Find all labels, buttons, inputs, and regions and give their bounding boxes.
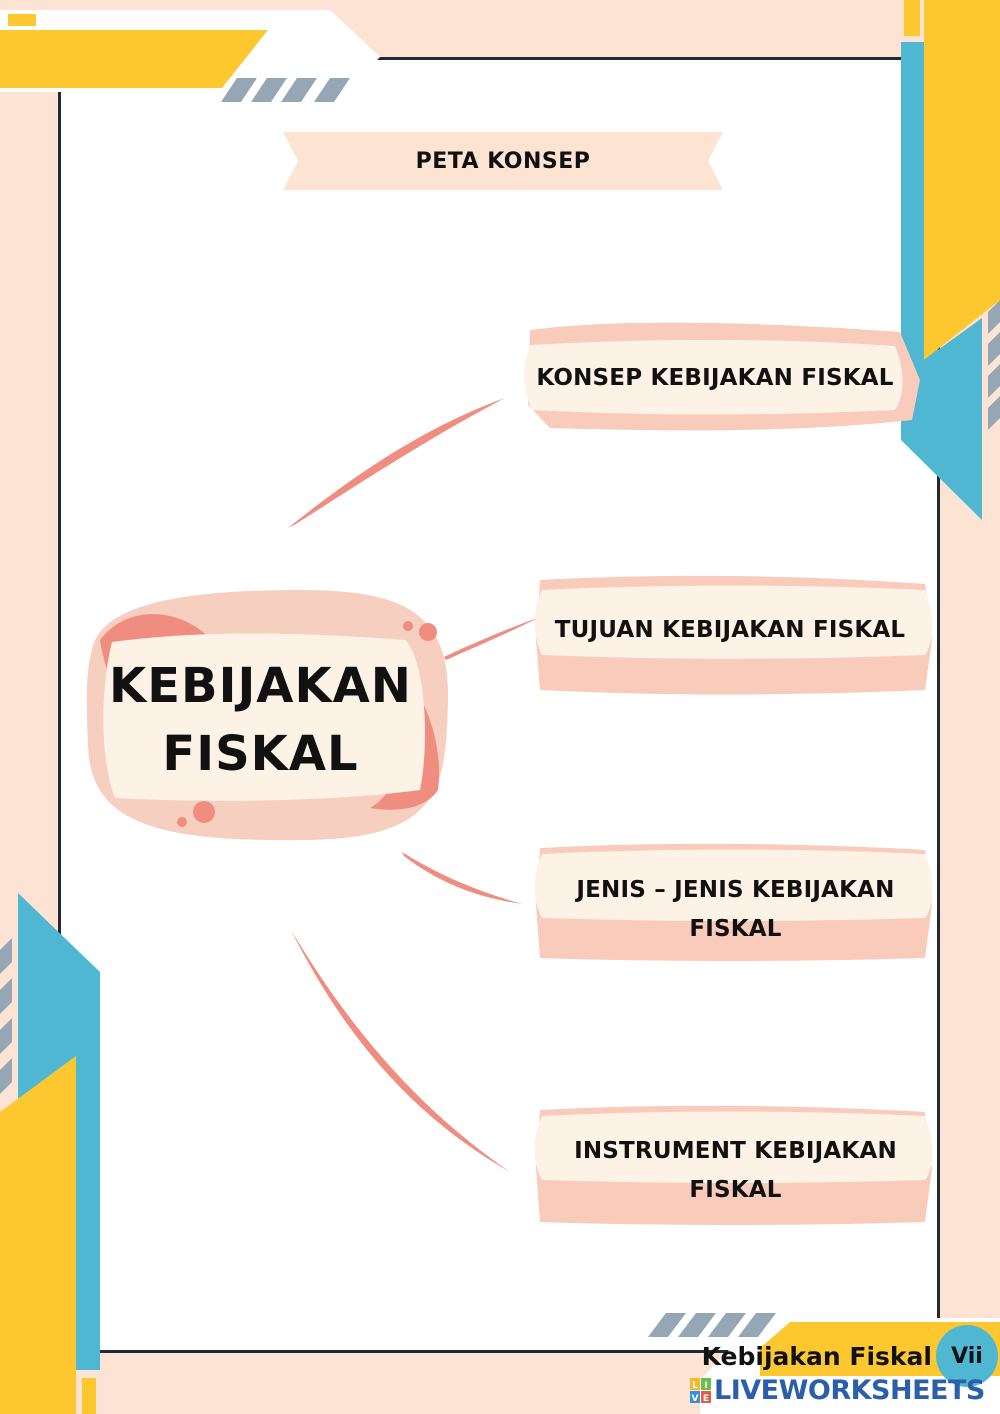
topic-label-line-1: INSTRUMENT KEBIJAKAN (574, 1138, 897, 1164)
bottom-left-stripes (0, 938, 12, 1094)
top-right-yellow-band (924, 0, 1000, 360)
top-left-yellow-band (0, 30, 268, 88)
svg-text:I: I (704, 1381, 708, 1391)
liveworksheets-watermark (690, 1374, 990, 1408)
top-right-yellow-tab-small (904, 0, 920, 36)
bottom-left-yellow-tab (82, 1378, 96, 1414)
watermark-text: LIVEWORKSHEETS (714, 1375, 985, 1406)
topic-node-jenis (548, 870, 923, 950)
topic-node-tujuan (540, 610, 920, 650)
connector-2 (444, 617, 540, 660)
connector-3 (402, 852, 522, 904)
connector-1 (288, 398, 505, 528)
topic-node-konsep (530, 358, 900, 398)
top-left-yellow-tab (8, 14, 36, 26)
topic-label-line-2: FISKAL (689, 1177, 782, 1203)
central-topic-line-2: FISKAL (162, 726, 359, 782)
bottom-left-yellow-band (0, 1056, 76, 1414)
top-right-stripes (988, 300, 1000, 430)
topic-label-line-2: FISKAL (689, 916, 782, 942)
topic-node-instrument (548, 1131, 923, 1211)
svg-text:E: E (702, 1394, 710, 1404)
page-title: PETA KONSEP (415, 148, 591, 174)
central-topic-line-1: KEBIJAKAN (109, 658, 412, 714)
connector-4 (288, 925, 510, 1172)
svg-text:V: V (691, 1394, 699, 1404)
bottom-right-stripes (648, 1313, 776, 1337)
footer-title: Kebijakan Fiskal (701, 1341, 932, 1371)
liveworksheets-logo-icon (690, 1378, 712, 1404)
central-topic (108, 640, 413, 800)
page-number-badge: Vii (936, 1325, 998, 1387)
topic-label: KONSEP KEBIJAKAN FISKAL (536, 364, 894, 391)
topic-label-line-1: JENIS – JENIS KEBIJAKAN (576, 877, 895, 903)
topic-label: TUJUAN KEBIJAKAN FISKAL (554, 616, 906, 643)
svg-text:L: L (692, 1381, 698, 1391)
